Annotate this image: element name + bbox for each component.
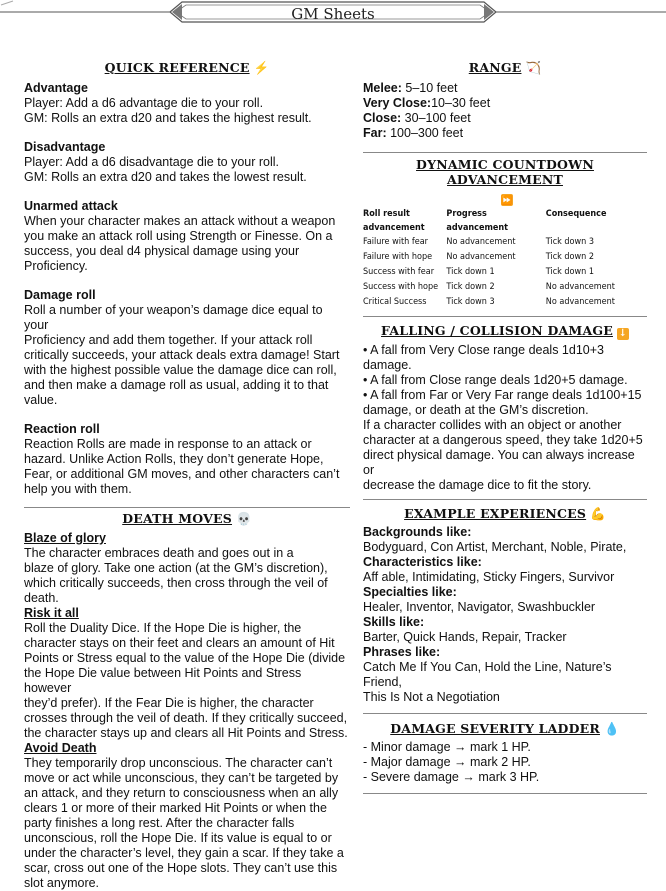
fast-forward-icon: ⏩ xyxy=(501,195,513,205)
table-cell: Failure with hope xyxy=(363,252,433,262)
right-column xyxy=(363,60,647,794)
range-value: 5–10 feet xyxy=(401,81,458,95)
column-header: Consequence xyxy=(545,209,607,219)
range-row xyxy=(363,111,647,126)
countdown-section xyxy=(363,157,647,310)
experience-label: Specialties like: xyxy=(363,585,457,599)
item-text-line: Proficiency. xyxy=(24,259,88,273)
page-title: GM Sheets xyxy=(291,5,375,23)
range-row xyxy=(363,126,647,141)
divider xyxy=(363,316,647,317)
death-move-text-line: scar, cross out one of the Hope slots. They can’t use this xyxy=(24,861,338,875)
item-text-line: success, you deal d4 physical damage using your xyxy=(24,244,300,258)
falling-line: • A fall from Very Close range deals 1d10+3 xyxy=(363,343,604,357)
falling-section xyxy=(363,323,647,493)
death-move-text-line: under the character’s level, they gain a scar. If they take a xyxy=(24,846,344,860)
spacer xyxy=(24,185,350,199)
falling-text xyxy=(363,343,647,493)
severity-section xyxy=(363,721,647,785)
item-text-line: Fear, or additional GM moves, and other characters can’t xyxy=(24,467,340,481)
countdown-table xyxy=(363,207,647,310)
death-move-text-line: blaze of glory. Take one action (at the GM’s discretion), xyxy=(24,561,328,575)
table-row xyxy=(363,265,647,280)
falling-line: damage, or death at the GM’s discretion. xyxy=(363,403,589,417)
item-text-line: value. xyxy=(24,393,58,407)
down-arrow-icon: ↓ xyxy=(618,328,628,339)
item-text-line: Reaction Rolls are made in response to an attack or xyxy=(24,437,312,451)
experience-line: Friend, xyxy=(363,675,402,689)
experiences-title: EXAMPLE EXPERIENCES 💪 xyxy=(404,506,606,521)
severity-line: - Major damage → mark 2 HP. xyxy=(363,755,531,769)
table-cell: Tick down 3 xyxy=(545,237,594,247)
item-text-line: with the highest possible value the damage dice can roll, xyxy=(24,363,337,377)
quick-reference-section xyxy=(24,60,350,497)
range-title: RANGE 🏹 xyxy=(468,60,542,75)
table-cell: Tick down 3 xyxy=(446,297,495,307)
falling-line: If a character collides with an object or another xyxy=(363,418,622,432)
table-cell: Success with hope xyxy=(363,282,439,292)
death-move-name: Blaze of glory xyxy=(24,531,106,545)
divider xyxy=(363,499,647,500)
divider xyxy=(363,713,647,714)
falling-title: FALLING / COLLISION DAMAGE ↓ xyxy=(381,323,628,339)
range-row xyxy=(363,96,647,111)
item-text-line: GM: Rolls an extra d20 and takes the highest result. xyxy=(24,111,312,125)
falling-line: direct physical damage. You can always increase or xyxy=(363,448,635,477)
experience-line: This Is Not a Negotiation xyxy=(363,690,500,704)
death-move-text-line: party finishes a long rest. After the character falls xyxy=(24,816,295,830)
falling-line: character at a dangerous speed, they take 1d20+5 xyxy=(363,433,643,447)
item-text-line: Player: Add a d6 advantage die to your roll. xyxy=(24,96,264,110)
quick-reference-title: QUICK REFERENCE ⚡ xyxy=(104,60,270,75)
death-move-text-line: character stays on their feet and clears an amount of Hit xyxy=(24,636,335,650)
range-section xyxy=(363,60,647,141)
range-label: Melee: xyxy=(363,81,402,95)
range-label: Far: xyxy=(363,126,387,140)
experiences-section xyxy=(363,506,647,705)
item-text-line: When your character makes an attack without a weapon xyxy=(24,214,336,228)
corner-mark xyxy=(0,0,14,6)
experience-line: Barter, Quick Hands, Repair, Tracker xyxy=(363,630,567,644)
falling-line: decrease the damage dice to fit the story. xyxy=(363,478,592,492)
falling-line: • A fall from Close range deals 1d20+5 damage. xyxy=(363,373,628,387)
death-move-text-line: unconscious, roll the Hope Die. If its value is equal to or xyxy=(24,831,332,845)
table-cell: No advancement xyxy=(446,237,516,247)
spacer xyxy=(24,126,350,140)
item-text-line: critically succeeds, your attack deals extra damage! Start xyxy=(24,348,340,362)
range-value: 10–30 feet xyxy=(431,96,491,110)
header-banner xyxy=(0,0,666,30)
item-text-line: you make an attack roll using Strength or Finesse. On a xyxy=(24,229,333,243)
table-cell: Tick down 1 xyxy=(545,267,594,277)
experience-label: Characteristics like: xyxy=(363,555,482,569)
countdown-title: DYNAMIC COUNTDOWN ADVANCEMENT xyxy=(416,157,594,187)
item-text-line: hazard. Unlike Action Rolls, they don’t generate Hope, xyxy=(24,452,324,466)
severity-lines xyxy=(363,740,647,785)
range-label: Very Close: xyxy=(363,96,432,110)
table-row xyxy=(363,280,647,295)
item-text-line: and then make a damage roll as usual, adding it to that xyxy=(24,378,329,392)
death-move-name: Avoid Death xyxy=(24,741,97,755)
spacer xyxy=(24,274,350,288)
item-text-line: Roll a number of your weapon’s damage dice equal to your xyxy=(24,303,323,332)
divider xyxy=(363,793,647,794)
falling-line: damage. xyxy=(363,358,412,372)
experience-label: Phrases like: xyxy=(363,645,441,659)
death-moves-items xyxy=(24,531,350,891)
death-move-text-line: clears 1 or more of their marked Hit Points or when the xyxy=(24,801,327,815)
item-text-line: Proficiency and add them together. If your attack roll xyxy=(24,333,313,347)
quick-reference-items xyxy=(24,81,350,497)
item-title: Advantage xyxy=(24,81,88,95)
flexed-arm-icon: 💪 xyxy=(590,506,606,521)
divider xyxy=(24,507,350,508)
experience-line: Catch Me If You Can, Hold the Line, Nature’s xyxy=(363,660,612,674)
death-move-text-line: crosses through the veil of death. If they critically succeed, xyxy=(24,711,348,725)
death-moves-title: DEATH MOVES 💀 xyxy=(122,511,252,526)
table-row xyxy=(363,235,647,250)
severity-line: - Severe damage → mark 3 HP. xyxy=(363,770,540,784)
severity-line: - Minor damage → mark 1 HP. xyxy=(363,740,531,754)
death-move-text-line: Points or Stress equal to the value of the Hope Die (divide xyxy=(24,651,346,665)
death-move-text-line: the character stays up and clears all Hit Points and Stress. xyxy=(24,726,348,740)
item-text-line: help you with them. xyxy=(24,482,132,496)
column-header: Roll result advancement xyxy=(363,209,425,233)
left-column xyxy=(24,60,350,891)
table-row xyxy=(363,250,647,265)
skull-icon: 💀 xyxy=(236,511,252,526)
blood-drop-icon: 💧 xyxy=(603,721,620,736)
range-row xyxy=(363,81,647,96)
death-move-text-line: They temporarily drop unconscious. The character can’t xyxy=(24,756,333,770)
item-title: Reaction roll xyxy=(24,422,100,436)
severity-title: DAMAGE SEVERITY LADDER 💧 xyxy=(390,721,620,736)
table-row xyxy=(363,295,647,310)
range-value: 100–300 feet xyxy=(386,126,464,140)
table-cell: Tick down 2 xyxy=(545,252,594,262)
lightning-icon: ⚡ xyxy=(253,60,270,75)
experiences-groups xyxy=(363,525,647,705)
countdown-table-header xyxy=(363,207,647,235)
experience-line: Healer, Inventor, Navigator, Swashbuckler xyxy=(363,600,596,614)
column-header: Progress advancement xyxy=(446,209,509,233)
table-cell: Failure with fear xyxy=(363,237,428,247)
table-cell: No advancement xyxy=(545,297,615,307)
death-move-text-line: an attack, and they return to consciousness when an ally xyxy=(24,786,339,800)
table-cell: Critical Success xyxy=(363,297,427,307)
spacer xyxy=(24,408,350,422)
range-value: 30–100 feet xyxy=(401,111,471,125)
table-cell: No advancement xyxy=(545,282,615,292)
item-text-line: Player: Add a d6 disadvantage die to your roll. xyxy=(24,155,280,169)
item-title: Unarmed attack xyxy=(24,199,118,213)
death-move-text-line: slot anymore. xyxy=(24,876,100,890)
table-cell: Tick down 1 xyxy=(446,267,495,277)
experience-label: Backgrounds like: xyxy=(363,525,472,539)
item-title: Disadvantage xyxy=(24,140,106,154)
falling-line: • A fall from Far or Very Far range deals 1d100+15 xyxy=(363,388,642,402)
death-move-text-line: move or act while unconscious, they can’t be targeted by xyxy=(24,771,339,785)
item-title: Damage roll xyxy=(24,288,96,302)
divider xyxy=(363,152,647,153)
death-move-text-line: death. xyxy=(24,591,59,605)
death-move-text-line: The character embraces death and goes out in a xyxy=(24,546,294,560)
death-move-name: Risk it all xyxy=(24,606,79,620)
table-cell: Tick down 2 xyxy=(446,282,495,292)
item-text-line: GM: Rolls an extra d20 and takes the lowest result. xyxy=(24,170,307,184)
death-move-text-line: Roll the Duality Dice. If the Hope Die is higher, the xyxy=(24,621,302,635)
bow-arrow-icon: 🏹 xyxy=(525,60,542,75)
death-move-text-line: which critically succeeds, then cross through the veil of xyxy=(24,576,328,590)
death-move-text-line: they’d prefer). If the Fear Die is higher, the character xyxy=(24,696,314,710)
table-cell: No advancement xyxy=(446,252,516,262)
experience-label: Skills like: xyxy=(363,615,425,629)
table-cell: Success with fear xyxy=(363,267,435,277)
death-moves-section xyxy=(24,511,350,891)
range-items xyxy=(363,81,647,141)
experience-line: Aff able, Intimidating, Sticky Fingers, Survivor xyxy=(363,570,615,584)
range-label: Close: xyxy=(363,111,402,125)
experience-line: Bodyguard, Con Artist, Merchant, Noble, Pirate, xyxy=(363,540,627,554)
death-move-text-line: the Hope Die value between Hit Points and Stress however xyxy=(24,666,302,695)
